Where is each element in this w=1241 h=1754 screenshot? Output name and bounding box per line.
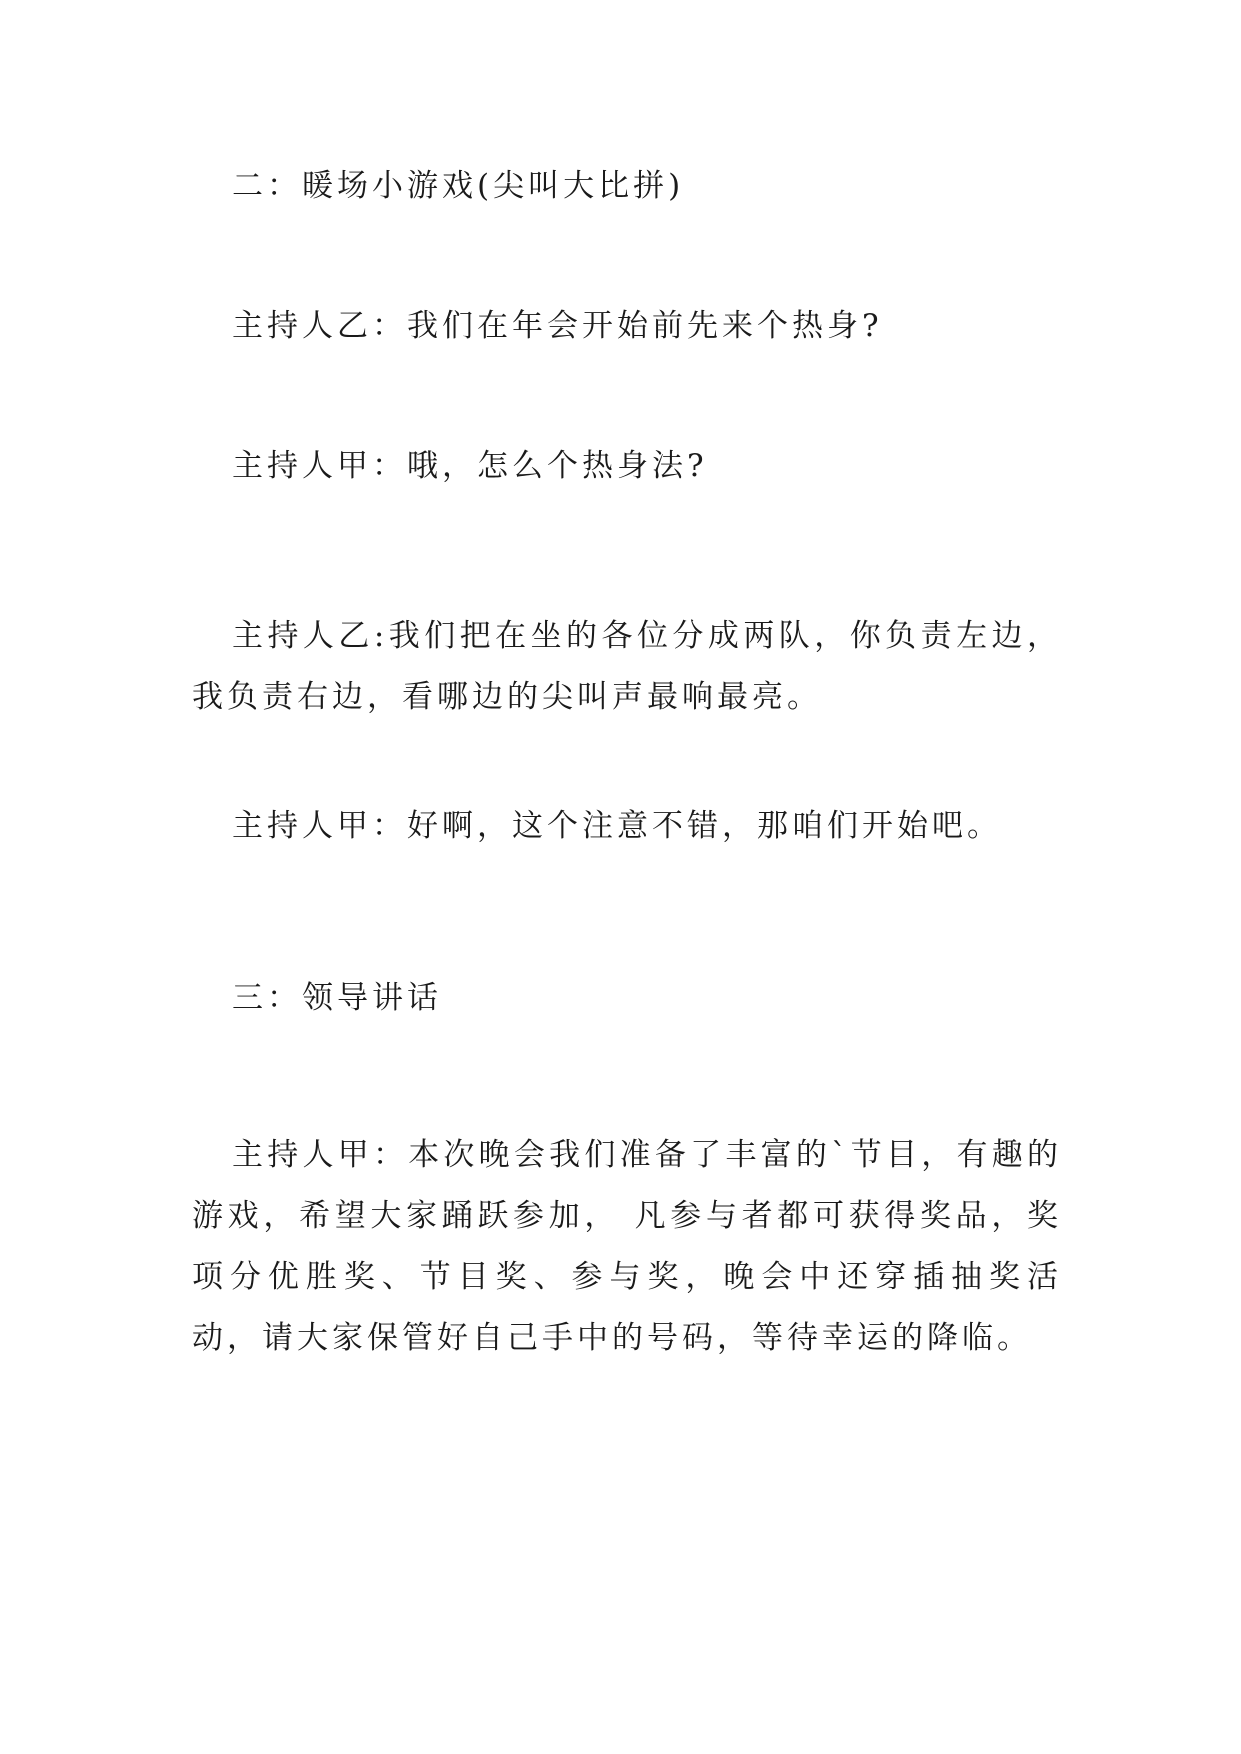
host-a-line-program-intro: 主持人甲：本次晚会我们准备了丰富的`节目，有趣的游戏，希望大家踊跃参加， 凡参与者都可获得奖品，奖项分优胜奖、节目奖、参与奖，晚会中还穿插抽奖活动，请大家保管好自己手中的号码，等待幸运的降临。 [192,1137,1062,1356]
section-heading-warmup-game: 二：暖场小游戏(尖叫大比拼) [232,168,685,204]
section-heading-leader-speech: 三：领导讲话 [232,980,442,1016]
host-a-line-how: 主持人甲：哦，怎么个热身法? [232,448,708,484]
host-a-line-start: 主持人甲：好啊，这个注意不错，那咱们开始吧。 [232,808,1002,844]
host-b-line-teams: 主持人乙:我们把在坐的各位分成两队，你负责左边，我负责右边，看哪边的尖叫声最响最亮。 [192,618,1062,715]
host-b-line-warmup: 主持人乙：我们在年会开始前先来个热身? [232,308,883,344]
